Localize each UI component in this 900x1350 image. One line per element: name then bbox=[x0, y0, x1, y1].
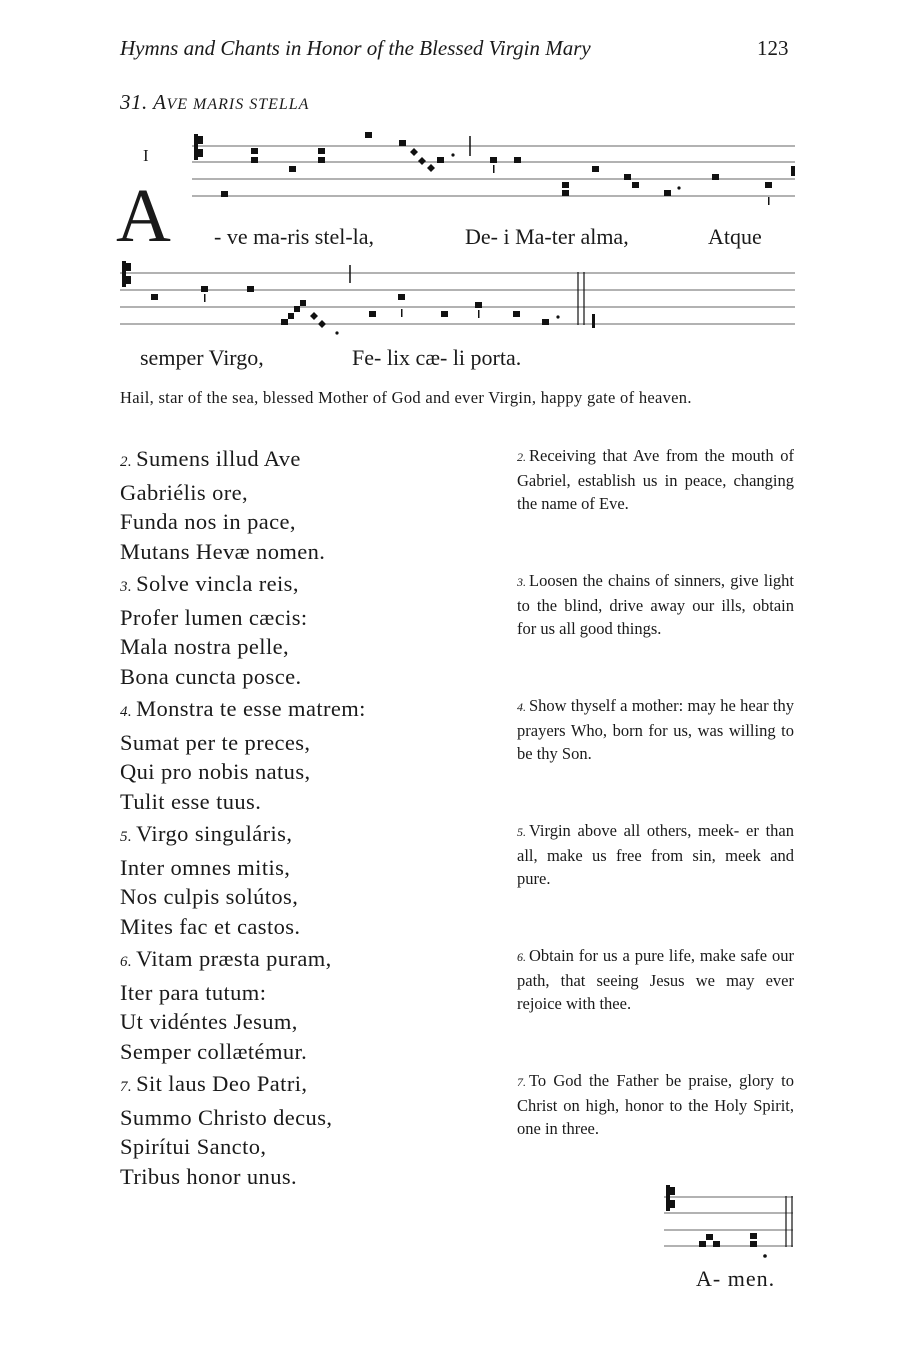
staff1-lyric-1: - ve ma-ris stel-la, bbox=[214, 224, 375, 249]
verse-line: Iter para tutum: bbox=[120, 979, 267, 1005]
verse-number: 5. bbox=[517, 825, 526, 839]
verse-line: Qui pro nobis natus, bbox=[120, 759, 311, 784]
verse-number: 2. bbox=[517, 450, 526, 464]
verse-number: 3. bbox=[517, 575, 526, 589]
staff2-lyric-1: semper Virgo, bbox=[140, 345, 264, 370]
verse-number: 6. bbox=[517, 950, 526, 964]
verse-number: 7. bbox=[517, 1075, 526, 1089]
verse-number: 6. bbox=[120, 954, 133, 970]
verse-line: Nos culpis solútos, bbox=[120, 884, 299, 909]
verse-number: 4. bbox=[517, 700, 526, 714]
verse-line: Vitam præsta puram, bbox=[136, 946, 332, 971]
initial-letter: A bbox=[116, 174, 171, 258]
verse-line: Monstra te esse matrem: bbox=[136, 696, 366, 721]
verse-number: 3. bbox=[120, 579, 133, 595]
verse-translation-text: Show thyself a mother: may he hear thy prayers Who, born for us, was willing to be thy Son. bbox=[517, 696, 794, 763]
verse-line: Semper collætémur. bbox=[120, 1038, 308, 1064]
staff1-lyric-3: Atque bbox=[708, 224, 762, 249]
verse-translation-text: Virgin above all others, meek- er than all, make us free from sin, meek and pure. bbox=[517, 821, 794, 888]
verse-line: Summo Christo decus, bbox=[120, 1104, 333, 1130]
verse-line: Sumens illud Ave bbox=[136, 446, 301, 471]
verse-translation-text: Receiving that Ave from the mouth of Gabriel, establish us in peace, changing the name of Eve. bbox=[517, 446, 794, 513]
page-number: 123 bbox=[757, 36, 789, 60]
amen-lyric: A- men. bbox=[696, 1266, 776, 1291]
verse-line: Mites fac et castos. bbox=[120, 913, 301, 939]
verse-line: Inter omnes mitis, bbox=[120, 854, 291, 880]
verse-line: Profer lumen cæcis: bbox=[120, 604, 308, 630]
hymn-title-number: 31. A bbox=[120, 90, 167, 114]
verse-number: 4. bbox=[120, 704, 133, 720]
mode-number: I bbox=[143, 146, 149, 165]
staff1-lyric-2: De- i Ma-ter alma, bbox=[465, 224, 629, 249]
verse-line: Gabriélis ore, bbox=[120, 479, 249, 505]
verse-line: Tulit esse tuus. bbox=[120, 788, 262, 814]
verse-line: Bona cuncta posce. bbox=[120, 663, 302, 689]
verse-number: 7. bbox=[120, 1079, 133, 1095]
staff2-lyric-2: Fe- lix cæ- li porta. bbox=[352, 345, 522, 370]
verse-translation-text: Obtain for us a pure life, make safe our path, that seeing Jesus we may ever rejoice with thee. bbox=[517, 946, 794, 1013]
verse-translation-text: To God the Father be praise, glory to Christ on high, honor to the Holy Spirit, one in three. bbox=[517, 1071, 794, 1138]
verse-line: Spirítui Sancto, bbox=[120, 1134, 267, 1159]
verse-line: Funda nos in pace, bbox=[120, 509, 296, 534]
verse-line: Sumat per te preces, bbox=[120, 729, 311, 755]
verse-line: Solve vincla reis, bbox=[136, 571, 299, 596]
verse-line: Ut vidéntes Jesum, bbox=[120, 1009, 298, 1034]
running-header-title: Hymns and Chants in Honor of the Blessed Virgin Mary bbox=[120, 36, 591, 60]
verse-number: 5. bbox=[120, 829, 133, 845]
verse-line: Mutans Hevæ nomen. bbox=[120, 538, 326, 564]
main-translation: Hail, star of the sea, blessed Mother of God and ever Virgin, happy gate of heaven. bbox=[120, 388, 692, 407]
hymn-title-rest: VE MARIS STELLA bbox=[166, 96, 310, 113]
verse-translation-text: Loosen the chains of sinners, give light to the blind, drive away our ills, obtain for us all good things. bbox=[517, 571, 794, 638]
verse-number: 2. bbox=[120, 454, 133, 470]
verse-line: Sit laus Deo Patri, bbox=[136, 1071, 308, 1096]
verse-line: Tribus honor unus. bbox=[120, 1163, 298, 1189]
verse-line: Virgo singuláris, bbox=[136, 821, 293, 846]
verse-line: Mala nostra pelle, bbox=[120, 634, 290, 659]
